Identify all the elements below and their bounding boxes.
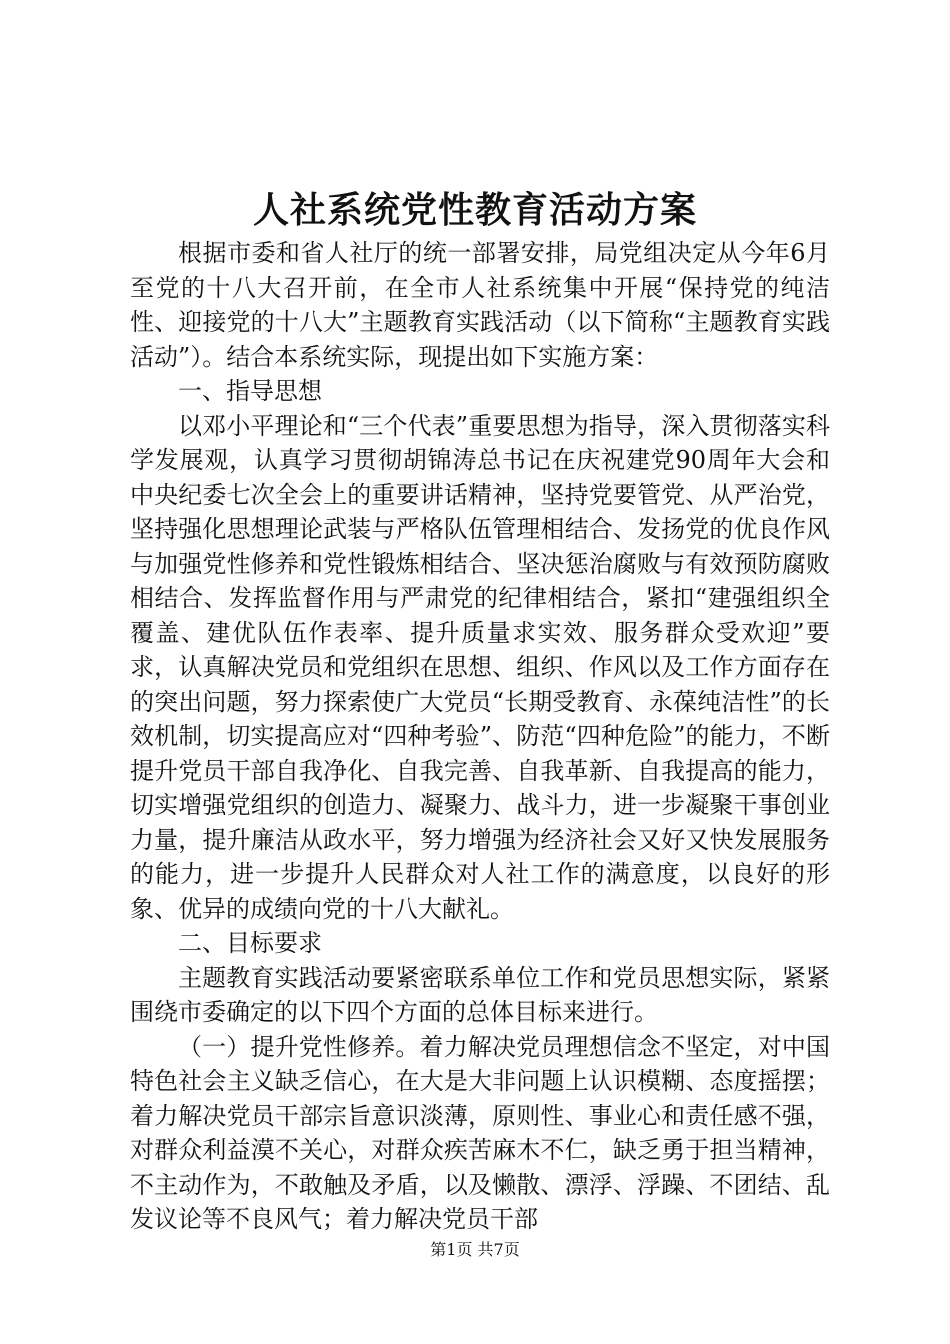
page-footer: 第1页 共7页 bbox=[430, 1240, 520, 1259]
intro-paragraph: 根据市委和省人社厅的统一部署安排，局党组决定从今年6月至党的十八大召开前，在全市人社系统集中开展“保持党的纯洁性、迎接党的十八大”主题教育实践活动（以下简称“主题教育实践活动”）。结合本系统实际，现提出如下实施方案： bbox=[130, 239, 830, 371]
document-body bbox=[130, 236, 830, 1237]
goal-one-paragraph: （一）提升党性修养。着力解决党员理想信念不坚定，对中国特色社会主义缺乏信心，在大是大非问题上认识模糊、态度摇摆；着力解决党员干部宗旨意识淡薄，原则性、事业心和责任感不强，对群众利益漠不关心，对群众疾苦麻木不仁，缺乏勇于担当精神，不主动作为，不敢触及矛盾，以及懒散、漂浮、浮躁、不团结、乱发议论等不良风气；着力解决党员干部 bbox=[130, 1032, 830, 1233]
goals-paragraph: 主题教育实践活动要紧密联系单位工作和党员思想实际，紧紧围绕市委确定的以下四个方面的总体目标来进行。 bbox=[130, 963, 830, 1026]
document-title: 人社系统党性教育活动方案 bbox=[252, 189, 697, 231]
section-heading-guiding-ideology: 一、指导思想 bbox=[178, 377, 322, 405]
guiding-ideology-paragraph: 以邓小平理论和“三个代表”重要思想为指导，深入贯彻落实科学发展观，认真学习贯彻胡锦涛总书记在庆祝建党90周年大会和中央纪委七次全会上的重要讲话精神，坚持党要管党、从严治党，坚持强化思想理论武装与严格队伍管理相结合、发扬党的优良作风与加强党性修养和党性锻炼相结合、坚决惩治腐败与有效预防腐败相结合、发挥监督作用与严肃党的纪律相结合，紧扣“建强组织全覆盖、建优队伍作表率、提升质量求实效、服务群众受欢迎”要求，认真解决党员和党组织在思想、组织、作风以及工作方面存在的突出问题，努力探索使广大党员“长期受教育、永葆纯洁性”的长效机制，切实提高应对“四种考验”、防范“四种危险”的能力，不断提升党员干部自我净化、自我完善、自我革新、自我提高的能力，切实增强党组织的创造力、凝聚力、战斗力，进一步凝聚干事创业力量，提升廉洁从政水平，努力增强为经济社会又好又快发展服务的能力，进一步提升人民群众对人社工作的满意度，以良好的形象、优异的成绩向党的十八大献礼。 bbox=[130, 411, 830, 923]
section-heading-goals: 二、目标要求 bbox=[178, 929, 322, 957]
